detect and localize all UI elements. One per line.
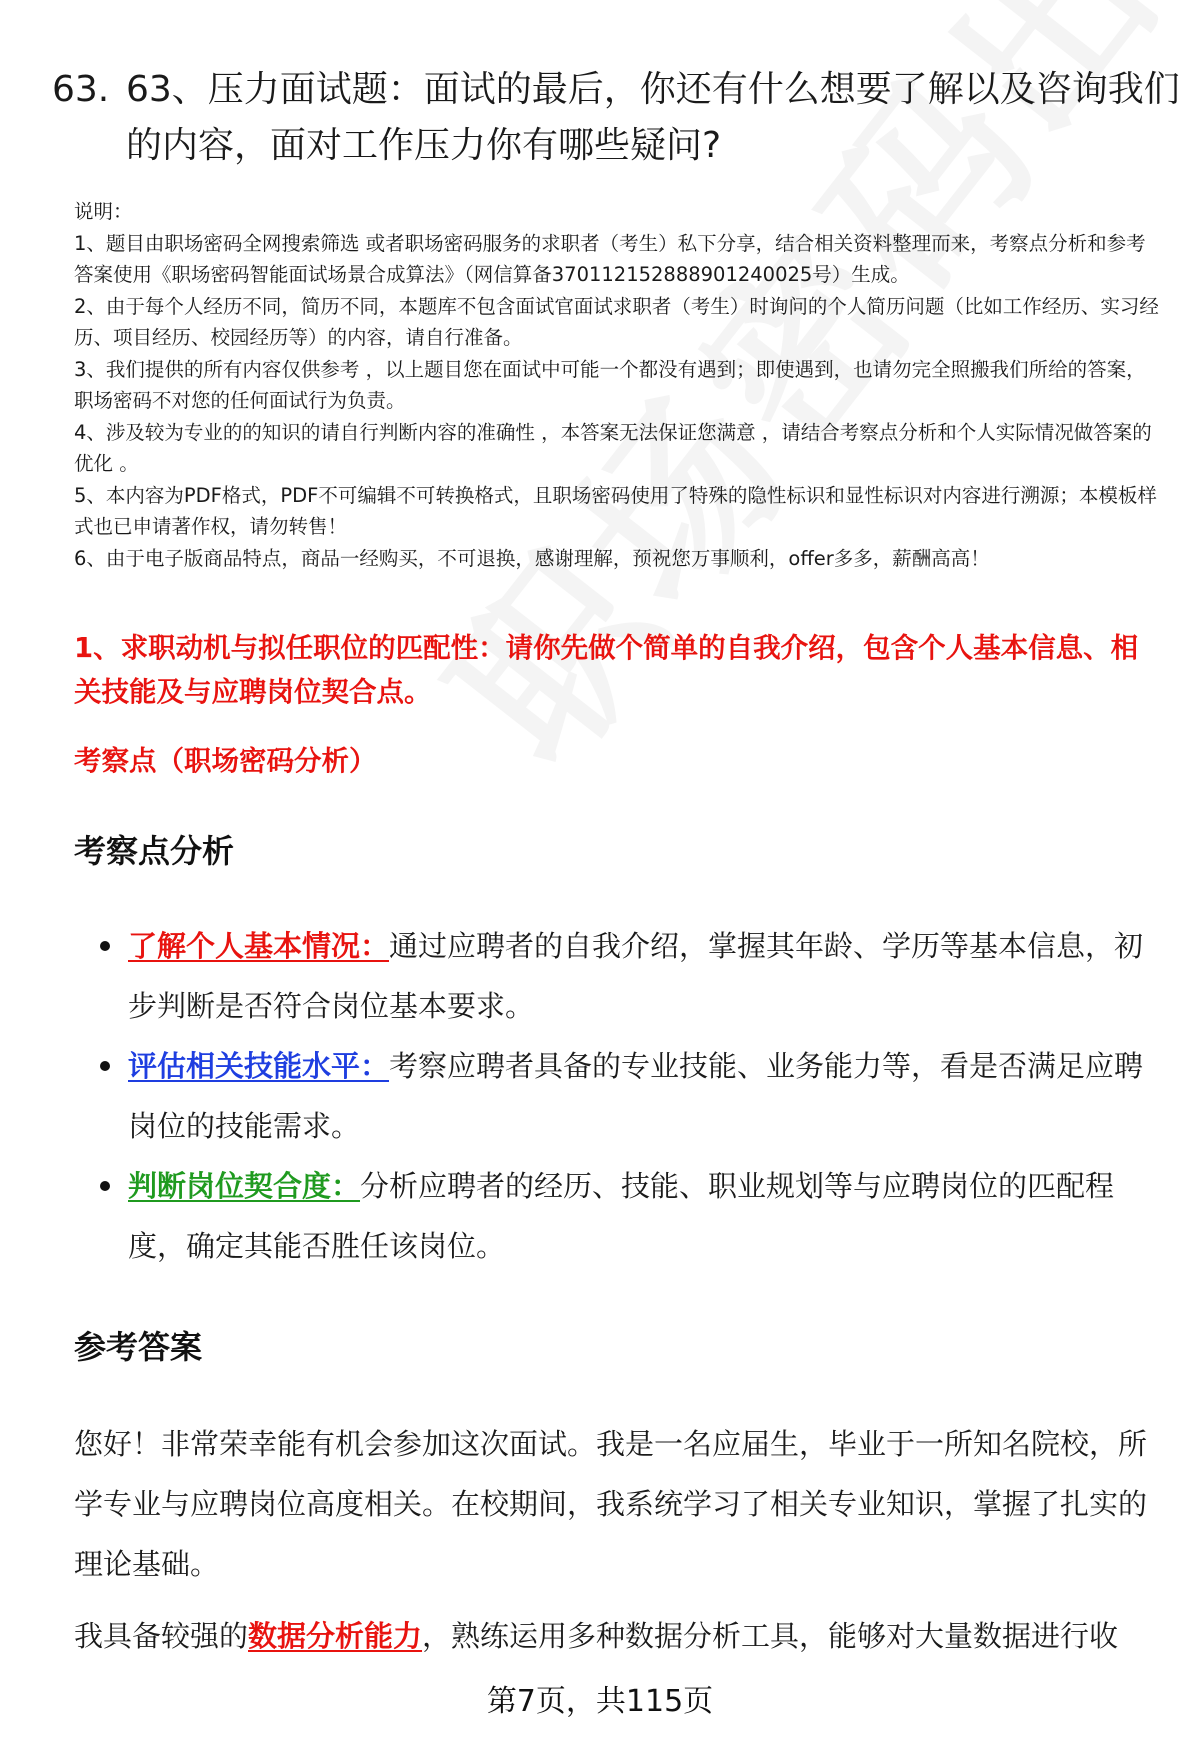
note-item: 5、本内容为PDF格式，PDF不可编辑不可转换格式，且职场密码使用了特殊的隐性标识和显性标识对内容进行溯源；本模板样式也已申请著作权，请勿转售！	[74, 483, 1157, 538]
note-item: 2、由于每个人经历不同，简历不同，本题库不包含面试官面试求职者（考生）时询问的个人简历问题（比如工作经历、实习经历、项目经历、校园经历等）的内容，请自行准备。	[74, 294, 1159, 349]
answer-highlight: 数据分析能力	[248, 1619, 423, 1653]
answer-text: ，熟练运用多种数据分析工具，能够对大量数据进行收	[422, 1619, 1119, 1653]
notes-heading: 说明：	[74, 200, 133, 223]
note-item: 6、由于电子版商品特点，商品一经购买，不可退换，感谢理解，预祝您万事顺利，offer多多，薪酬高高！	[74, 546, 990, 570]
analysis-title: 考察点分析	[74, 832, 235, 870]
analysis-bullets	[96, 916, 1166, 1276]
note-item: 1、题目由职场密码全网搜索筛选 或者职场密码服务的求职者（考生）私下分享，结合相关资料整理而来，考察点分析和参考答案使用《职场密码智能面试场景合成算法》（网信算备37011215288890124002​5号）生成。	[74, 231, 1146, 286]
analysis-label: 考察点（职场密码分析）	[74, 745, 377, 777]
bullet-dot-icon	[100, 941, 110, 951]
answer-text: 我具备较强的	[74, 1619, 249, 1653]
question-title-text: 63、压力面试题：面试的最后，你还有什么想要了解以及咨询我们的内容，面对工作压力你有哪些疑问?	[126, 69, 1180, 166]
question-number: 63.	[52, 69, 110, 110]
bullet-lead: 判断岗位契合度：	[128, 1169, 361, 1203]
bullet-text: 考察应聘者具备的专业技能、业务能力等，看是否满足应聘岗位的技能需求。	[128, 1049, 1144, 1143]
bullet-lead: 评估相关技能水平：	[128, 1049, 390, 1083]
answer-paragraph: 您好！非常荣幸能有机会参加这次面试。我是一名应届生，毕业于一所知名院校，所学专业与应聘岗位高度相关。在校期间，我系统学习了相关专业知识，掌握了扎实的理论基础。	[74, 1427, 1148, 1581]
bullet-lead: 了解个人基本情况：	[128, 929, 390, 963]
page-footer: 第7页，共115页	[486, 1684, 714, 1719]
answer-title: 参考答案	[74, 1328, 203, 1366]
analysis-bullet	[96, 1156, 1166, 1276]
bullet-dot-icon	[100, 1061, 110, 1071]
notes-section	[74, 196, 1164, 574]
sub-question: 1、求职动机与拟任职位的匹配性：请你先做个简单的自我介绍，包含个人基本信息、相关技能及与应聘岗位契合点。	[74, 632, 1139, 708]
bullet-dot-icon	[100, 1181, 110, 1191]
bullet-text: 分析应聘者的经历、技能、职业规划等与应聘岗位的匹配程度，确定其能否胜任该岗位。	[128, 1169, 1115, 1263]
bullet-text: 通过应聘者的自我介绍，掌握其年龄、学历等基本信息，初步判断是否符合岗位基本要求。	[128, 929, 1144, 1023]
note-item: 3、我们提供的所有内容仅供参考 ，以上题目您在面试中可能一个都没有遇到；即使遇到，也请勿完全照搬我们所给的答案，职场密码不对您的任何面试行为负责。	[74, 357, 1146, 412]
note-item: 4、涉及较为专业的的知识的请自行判断内容的准确性 ，本答案无法保证您满意 ，请结合考察点分析和个人实际情况做答案的优化 。	[74, 420, 1152, 475]
analysis-bullet	[96, 916, 1166, 1036]
answer-paragraph-2	[74, 1606, 1164, 1666]
analysis-bullet	[96, 1036, 1166, 1156]
